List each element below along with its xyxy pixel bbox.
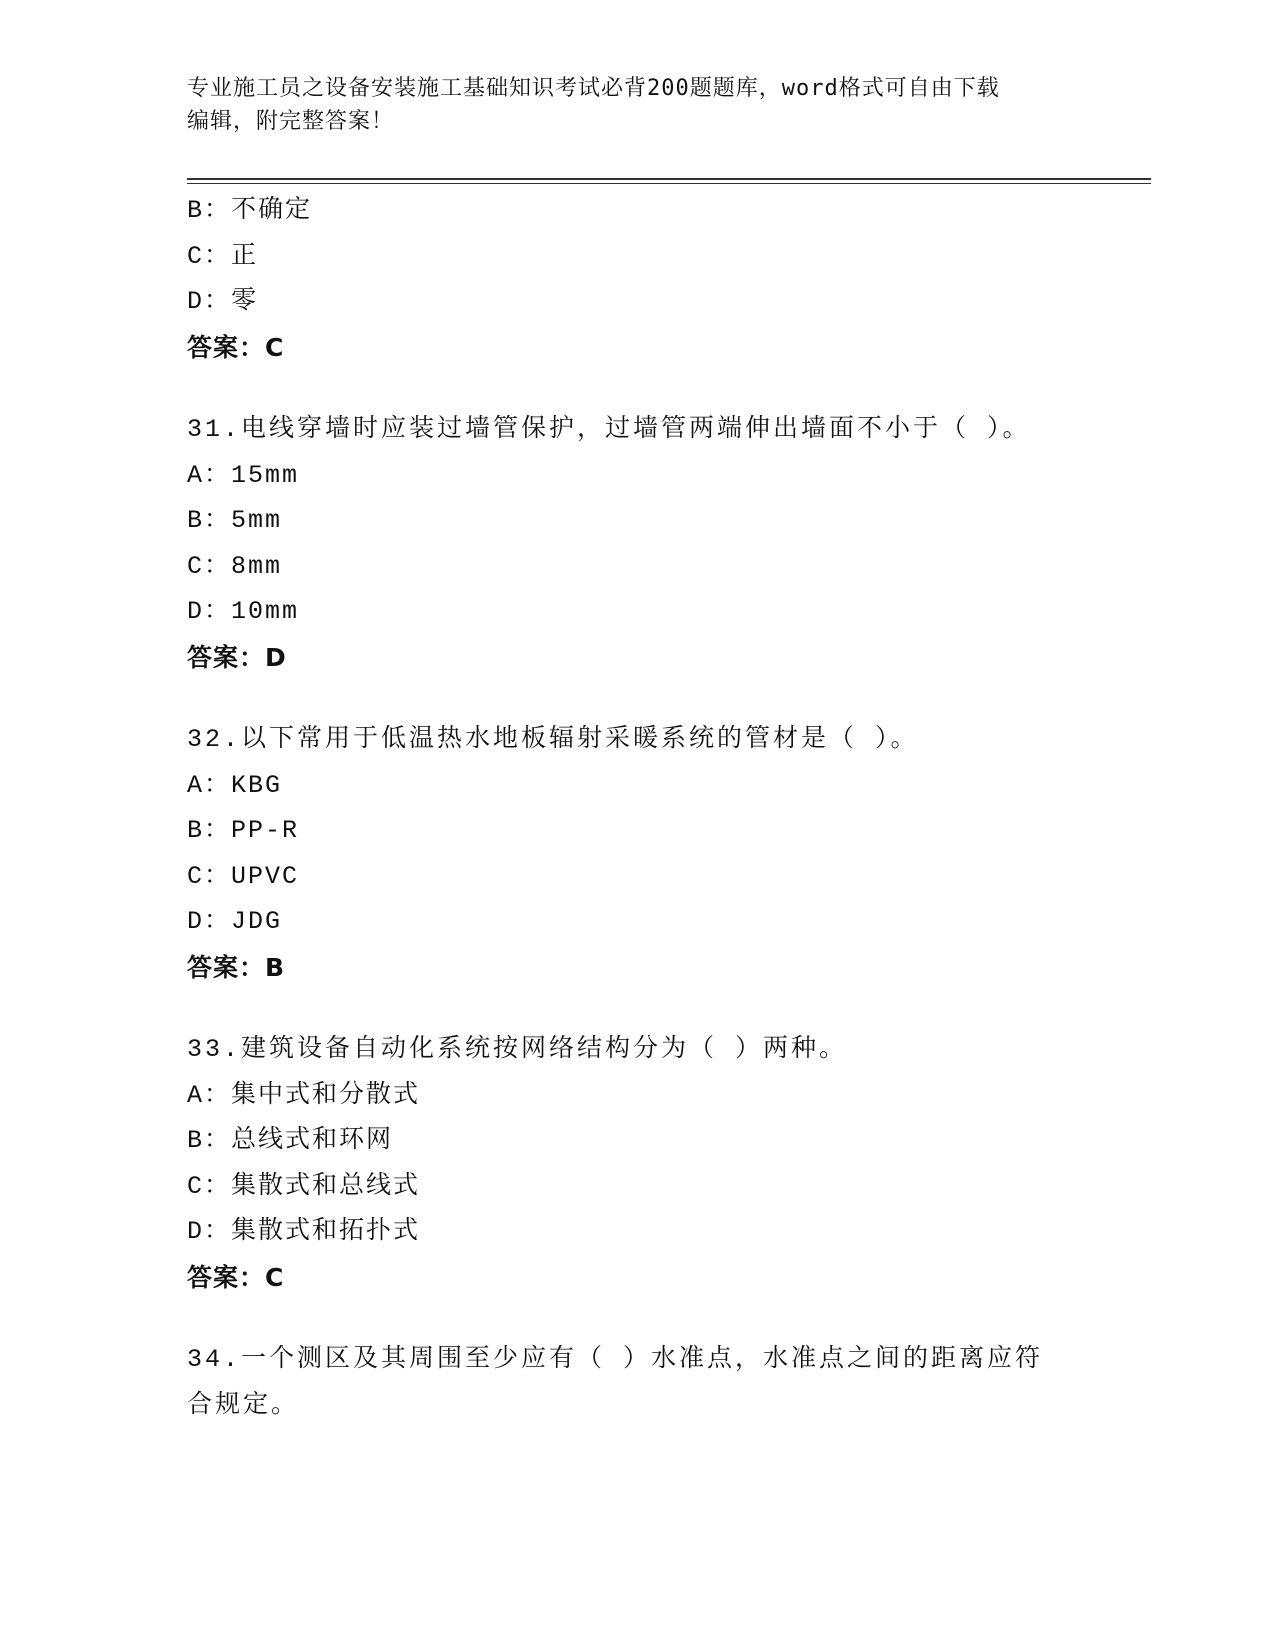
- option-d: [187, 279, 1087, 325]
- question-33: [187, 1027, 1087, 1300]
- option-label: B：: [187, 1126, 232, 1155]
- header-divider-thin: [187, 183, 1151, 184]
- question-31: [187, 407, 1087, 680]
- answer-line: 答案：C: [187, 332, 285, 362]
- option-c: [187, 1164, 1087, 1210]
- answer-line: 答案：D: [187, 642, 287, 672]
- option-label: B：: [187, 506, 232, 535]
- option-text: JDG: [231, 907, 283, 936]
- option-d: [187, 589, 1087, 635]
- option-label: C：: [187, 241, 232, 271]
- option-label: A：: [187, 1080, 232, 1110]
- answer-line: 答案：C: [187, 1262, 285, 1292]
- document-header: [187, 72, 1087, 138]
- option-d: [187, 1209, 1087, 1255]
- option-label: C：: [187, 861, 232, 891]
- question-stem: 32.以下常用于低温热水地板辐射采暖系统的管材是（ ）。: [187, 725, 919, 754]
- option-b: [187, 808, 1087, 854]
- question-32: [187, 717, 1087, 990]
- header-divider-thick: [187, 178, 1151, 180]
- option-a: [187, 453, 1087, 499]
- question-stem: [187, 1337, 1087, 1428]
- question-list: [187, 188, 1087, 1428]
- option-text: 不确定: [231, 196, 313, 225]
- option-a: [187, 763, 1087, 809]
- header-line-1: 专业施工员之设备安装施工基础知识考试必背200题题库，word格式可自由下载: [187, 76, 1000, 101]
- option-c: [187, 854, 1087, 900]
- option-text: 8mm: [231, 551, 283, 581]
- option-text: 集散式和总线式: [231, 1171, 421, 1201]
- answer-line: 答案：B: [187, 952, 286, 982]
- question-stem-line-1: 34.一个测区及其周围至少应有（ ）水准点，水准点之间的距离应符: [187, 1345, 1044, 1374]
- option-label: A：: [187, 770, 232, 800]
- question-stem: 31.电线穿墙时应装过墙管保护，过墙管两端伸出墙面不小于（ ）。: [187, 415, 1031, 444]
- option-text: 集散式和拓扑式: [231, 1217, 421, 1246]
- question-34: [187, 1337, 1087, 1428]
- option-b: [187, 498, 1087, 544]
- option-label: B：: [187, 196, 232, 225]
- option-text: 集中式和分散式: [231, 1080, 421, 1110]
- option-text: 总线式和环网: [231, 1126, 394, 1155]
- option-text: UPVC: [231, 861, 300, 891]
- option-label: C：: [187, 551, 232, 581]
- option-text: 10mm: [231, 597, 300, 626]
- question-30-continued: [187, 188, 1087, 370]
- option-text: 15mm: [231, 460, 300, 490]
- question-stem-line-2: 合规定。: [187, 1390, 300, 1420]
- option-c: [187, 544, 1087, 590]
- option-text: 5mm: [231, 506, 283, 535]
- option-text: 正: [231, 241, 259, 271]
- option-text: KBG: [231, 770, 283, 800]
- option-label: D：: [187, 597, 232, 626]
- option-d: [187, 899, 1087, 945]
- option-b: [187, 1118, 1087, 1164]
- option-b: [187, 188, 1087, 234]
- option-label: A：: [187, 460, 232, 490]
- option-label: D：: [187, 1217, 232, 1246]
- question-stem: 33.建筑设备自动化系统按网络结构分为（ ）两种。: [187, 1035, 848, 1064]
- option-label: B：: [187, 816, 232, 845]
- option-label: C：: [187, 1171, 232, 1201]
- option-a: [187, 1073, 1087, 1119]
- option-c: [187, 234, 1087, 280]
- option-text: PP-R: [231, 816, 300, 845]
- option-text: 零: [231, 287, 259, 316]
- header-line-2: 编辑，附完整答案！: [187, 109, 395, 134]
- option-label: D：: [187, 907, 232, 936]
- option-label: D：: [187, 287, 232, 316]
